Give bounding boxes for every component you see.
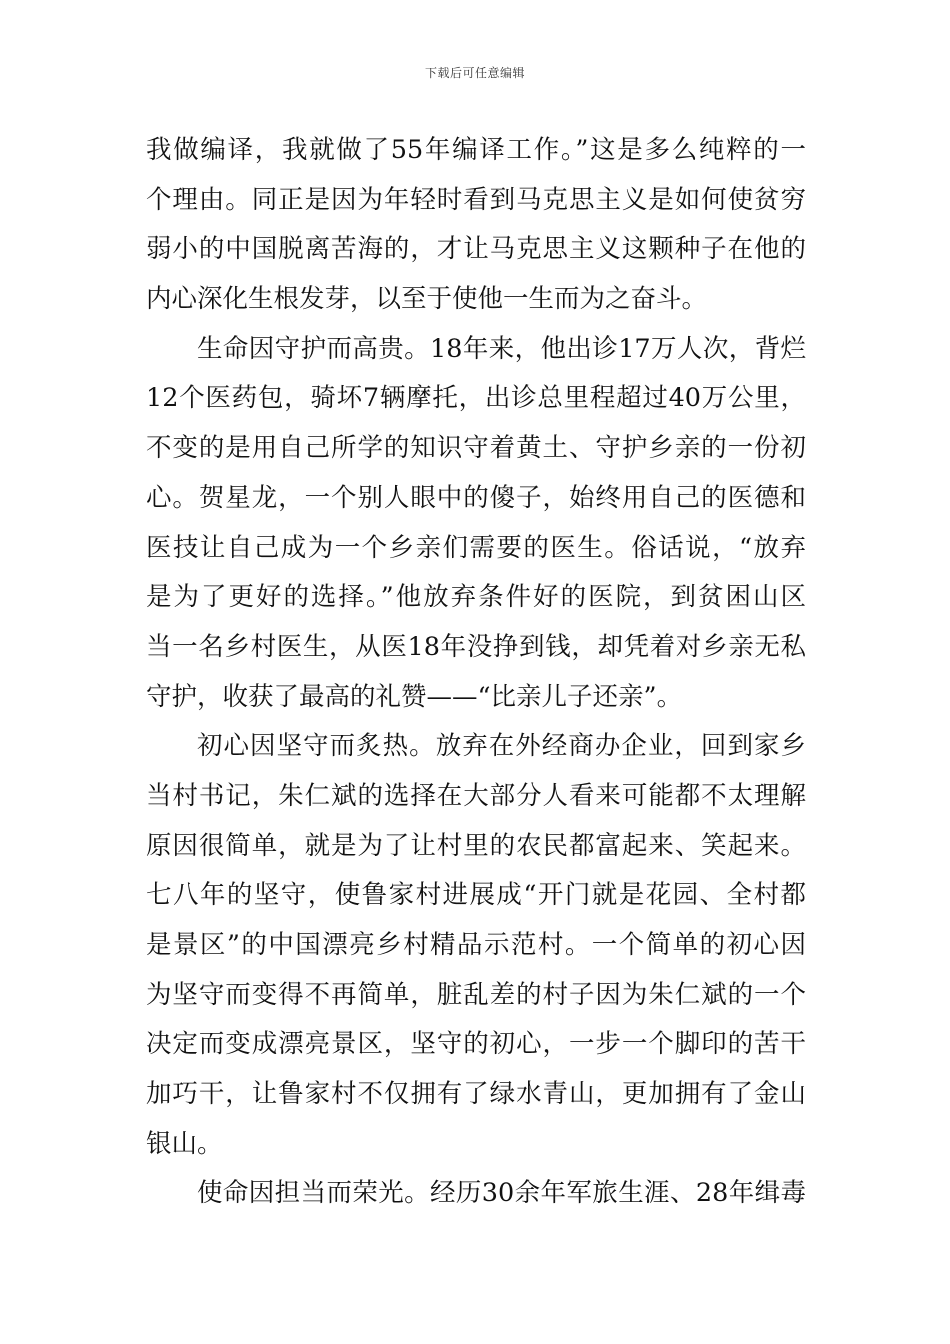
text-line: 当一名乡村医生，从医18年没挣到钱，却凭着对乡亲无私	[146, 631, 806, 662]
text-line: 守护，收获了最高的礼赞——“比亲儿子还亲”。	[146, 681, 683, 712]
text-line: 决定而变成漂亮景区，坚守的初心，一步一个脚印的苦干	[146, 1029, 806, 1060]
text-line: 为坚守而变得不再简单，脏乱差的村子因为朱仁斌的一个	[146, 979, 806, 1010]
text-line: 心。贺星龙，一个别人眼中的傻子，始终用自己的医德和	[146, 482, 806, 513]
text-line: 加巧干，让鲁家村不仅拥有了绿水青山，更加拥有了金山	[146, 1079, 806, 1110]
text-line: 医技让自己成为一个乡亲们需要的医生。俗话说，“放弃	[146, 532, 806, 563]
text-line: 不变的是用自己所学的知识守着黄土、守护乡亲的一份初	[146, 433, 806, 464]
text-line: 生命因守护而高贵。18年来，他出诊17万人次，背烂	[197, 333, 806, 364]
text-line: 是为了更好的选择。”他放弃条件好的医院，到贫困山区	[146, 582, 806, 613]
text-line: 初心因坚守而炙热。放弃在外经商办企业，回到家乡	[197, 731, 806, 762]
text-line: 12个医药包，骑坏7辆摩托，出诊总里程超过40万公里，	[146, 383, 806, 414]
document-body	[146, 126, 806, 1219]
text-line: 当村书记，朱仁斌的选择在大部分人看来可能都不太理解	[146, 780, 806, 811]
text-line: 弱小的中国脱离苦海的，才让马克思主义这颗种子在他的	[146, 234, 806, 265]
text-line: 银山。	[146, 1128, 223, 1159]
text-line: 原因很简单，就是为了让村里的农民都富起来、笑起来。	[146, 830, 806, 861]
text-line: 使命因担当而荣光。经历30余年军旅生涯、28年缉毒	[197, 1178, 806, 1209]
text-line: 我做编译，我就做了55年编译工作。”这是多么纯粹的一	[146, 135, 806, 165]
text-line: 七八年的坚守，使鲁家村进展成“开门就是花园、全村都	[146, 880, 806, 911]
text-line: 内心深化生根发芽，以至于使他一生而为之奋斗。	[146, 284, 708, 315]
text-line: 个理由。同正是因为年轻时看到马克思主义是如何使贫穷	[146, 184, 806, 215]
page-header: 下载后可任意编辑	[424, 66, 525, 80]
text-line: 是景区”的中国漂亮乡村精品示范村。一个简单的初心因	[146, 930, 806, 960]
